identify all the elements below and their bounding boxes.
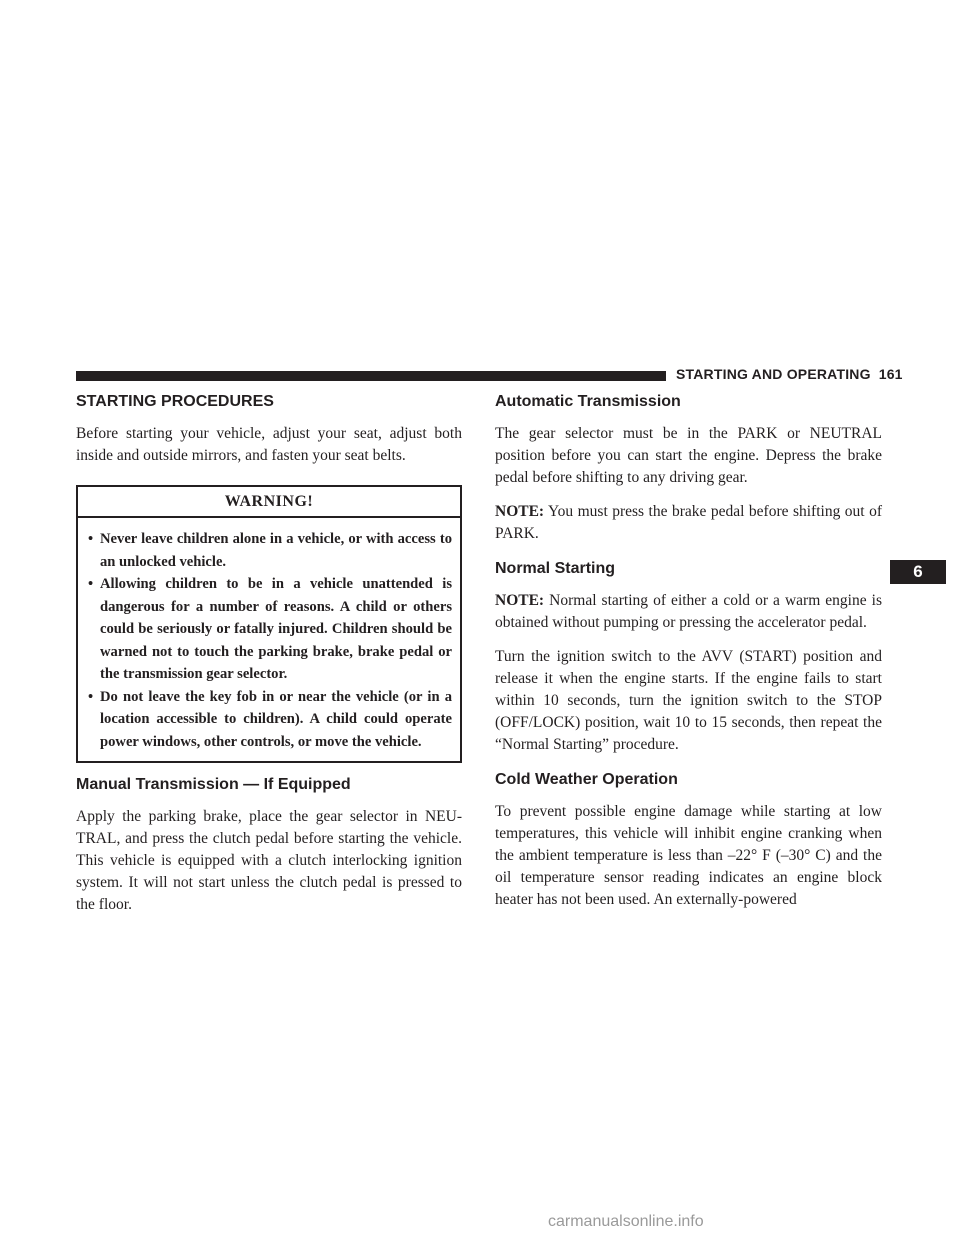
note-label: NOTE: bbox=[495, 592, 545, 609]
bullet-icon: • bbox=[88, 531, 94, 547]
note-text: Normal starting of either a cold or a warm engine is obtained without pumping or pressing the accelerator pedal. bbox=[495, 592, 883, 631]
warning-list bbox=[78, 518, 460, 761]
automatic-transmission-text: The gear selector must be in the PARK or NEUTRAL position before you can start the engine. Depress the brake pedal before shifting to any driving gear. bbox=[495, 425, 882, 486]
manual-transmission-heading: Manual Transmission — If Equipped bbox=[76, 776, 351, 793]
bullet-icon: • bbox=[88, 688, 94, 705]
watermark-text: carmanualsonline.info bbox=[548, 1213, 704, 1230]
right-column bbox=[495, 392, 882, 923]
normal-starting-note bbox=[495, 590, 882, 634]
automatic-note bbox=[495, 501, 882, 545]
page-number: 161 bbox=[878, 366, 903, 382]
warning-item: • Never leave children alone in a vehicle, or with access to an unlocked vehicle. bbox=[88, 528, 452, 573]
cold-weather-text: To prevent possible engine damage while starting at low temperatures, this vehicle will inhibit engine cranking when the ambient temperature is less than –22° F (–30° C) and the oil temperature sensor reading indicates an engine block heater has not been used. An externally-powered bbox=[495, 803, 882, 908]
running-header bbox=[676, 366, 903, 382]
warning-title: WARNING! bbox=[78, 487, 460, 518]
warning-item: • Allowing children to be in a vehicle unattended is dangerous for a number of reasons. A child or others could be seriously or fatally injured. Children should be warned not to touch the parking brake, brake pedal or the transmission gear selector. bbox=[88, 573, 452, 686]
header-section-title: STARTING AND OPERATING bbox=[676, 366, 871, 382]
header-rule bbox=[76, 371, 666, 381]
note-text: You must press the brake pedal before shifting out of PARK. bbox=[495, 503, 882, 542]
normal-starting-heading: Normal Starting bbox=[495, 560, 616, 577]
warning-box bbox=[76, 485, 462, 763]
intro-paragraph: Before starting your vehicle, adjust your seat, adjust both inside and outside mirrors, and fasten your seat belts. bbox=[76, 425, 462, 464]
section-title: STARTING PROCEDURES bbox=[76, 393, 274, 410]
manual-transmission-text: Apply the parking brake, place the gear selector in NEU-TRAL, and press the clutch pedal before starting the vehicle. This vehicle is equipped with a clutch interlocking ignition system. It will not start unless the clutch pedal is pressed to the floor. bbox=[76, 808, 462, 913]
left-column bbox=[76, 392, 462, 928]
bullet-icon: • bbox=[88, 576, 94, 592]
automatic-transmission-heading: Automatic Transmission bbox=[495, 393, 681, 410]
cold-weather-heading: Cold Weather Operation bbox=[495, 771, 678, 788]
warning-item: • Do not leave the key fob in or near the vehicle (or in a location accessible to children). A child could operate power windows, other controls, or move the vehicle. bbox=[88, 686, 452, 754]
normal-starting-text: Turn the ignition switch to the AVV (START) position and release it when the engine starts. If the engine fails to start within 10 seconds, turn the ignition switch to the STOP (OFF/LOCK) position, wait 10 to 15 seconds, then repeat the “Normal Starting” procedure. bbox=[495, 648, 882, 753]
chapter-tab: 6 bbox=[890, 560, 946, 584]
note-label: NOTE: bbox=[495, 503, 545, 520]
